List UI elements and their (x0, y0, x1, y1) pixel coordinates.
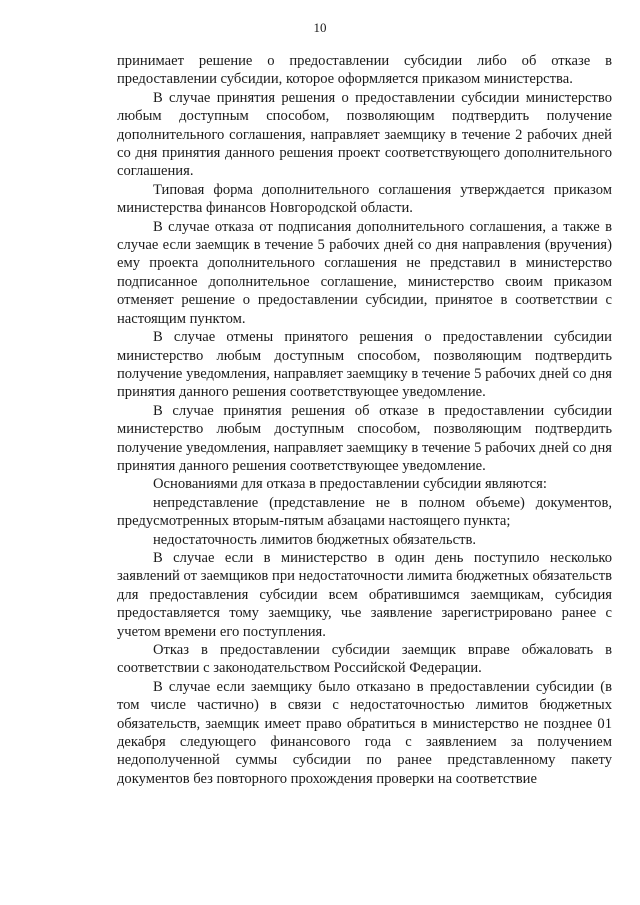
paragraph: В случае принятия решения о предоставлении субсидии министерство любым доступным способом, позволяющим подтвердить получение дополнительного соглашения, направляет заемщику в течение 2 рабочих дней со дня принятия данного решения проект соответствующего дополнительного соглашения. (117, 89, 612, 180)
paragraph: Отказ в предоставлении субсидии заемщик вправе обжаловать в соответствии с законодательством Российской Федерации. (117, 642, 612, 677)
paragraph: В случае отказа от подписания дополнительного соглашения, а также в случае если заемщик в течение 5 рабочих дней со дня направления (вручения) ему проекта дополнительного соглашения не представил в министерство подписанное дополнительное соглашение, министерство своим приказом отменяет решение о предоставлении субсидии, принятое в соответствии с настоящим пунктом. (117, 218, 612, 327)
paragraph: В случае отмены принятого решения о предоставлении субсидии министерство любым доступным способом, позволяющим подтвердить получение уведомления, направляет заемщику в течение 5 рабочих дней со дня принятия данного решения соответствующее уведомление. (117, 329, 612, 401)
page-number: 10 (313, 20, 327, 35)
paragraph-list-item: непредставление (представление не в полном объеме) документов, предусмотренных вторым-пятым абзацами настоящего пункта; (117, 494, 612, 530)
paragraph: В случае принятия решения об отказе в предоставлении субсидии министерство любым доступным способом, позволяющим подтвердить получение уведомления, направляет заемщику в течение 5 рабочих дней со дня принятия данного решения соответствующее уведомление. (117, 402, 612, 474)
paragraph: В случае если заемщику было отказано в предоставлении субсидии (в том числе частично) в связи с недостаточностью лимитов бюджетных обязательств, заемщик имеет право обратиться в министерство не позднее 01 декабря следующего финансового года с заявлением за получением недополученной суммы субсидии по ранее представленному пакету документов без повторного прохождения проверки на соответствие (117, 678, 612, 787)
paragraph-list-item: недостаточность лимитов бюджетных обязательств. (153, 531, 476, 548)
paragraph-continuation: принимает решение о предоставлении субсидии либо об отказе в предоставлении субсидии, которое оформляется приказом министерства. (117, 53, 612, 88)
paragraph: Типовая форма дополнительного соглашения утверждается приказом министерства финансов Новгородской области. (117, 181, 612, 217)
document-body (117, 52, 612, 788)
paragraph: В случае если в министерство в один день поступило несколько заявлений от заемщиков при недостаточности лимита бюджетных обязательств для предоставления субсидии всем обратившимся заемщикам, субсидия предоставляется тому заемщику, чье заявление зарегистрировано ранее с учетом времени его поступления. (117, 549, 612, 640)
paragraph: Основаниями для отказа в предоставлении субсидии являются: (153, 476, 547, 493)
